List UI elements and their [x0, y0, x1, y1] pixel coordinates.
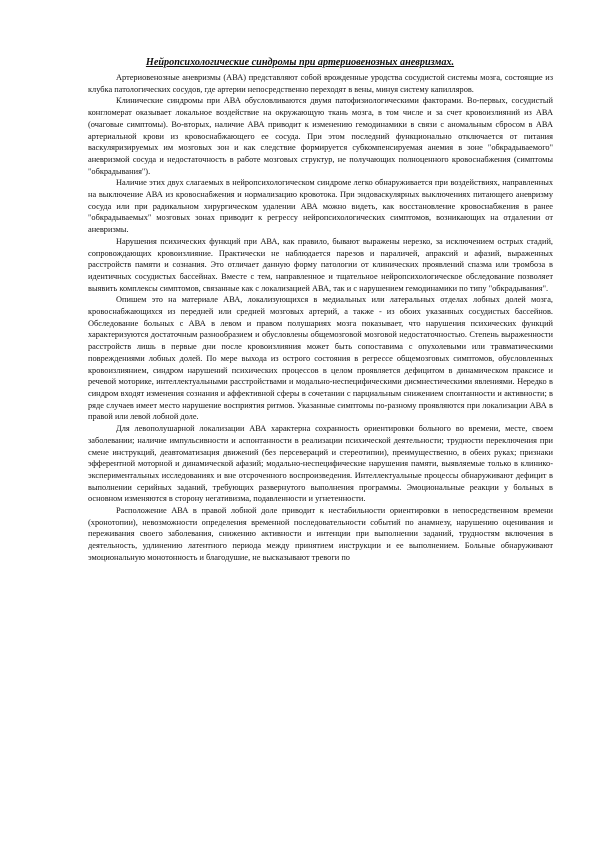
paragraph: Наличие этих двух слагаемых в нейропсихологическом синдроме легко обнаруживается при воздействиях, направленных на выключение АВА из кровоснабжения и нормализацию кровотока. При эндоваскулярных выключениях питающего аневризму сосуда или при радикальном хирургическом удалении АВА можно видеть, как восстановление кровоснабжения в ранее "обкрадываемых" мозговых зонах приводит к регрессу нейропсихологических симптомов, возникающих на отдалении от аневризмы.: [88, 178, 553, 235]
paragraph: Клинические синдромы при АВА обусловливаются двумя патофизиологическими факторами. Во-первых, сосудистый конгломерат оказывает локальное воздействие на окружающую ткань мозга, в том числе и за счет кровоизлияний из АВА (очаговые симптомы). Во-вторых, наличие АВА приводит к изменению гемодинамики в связи с аномальным сбросом в АВА артериальной крови из кровоснабжающего ее сосуда. При этом последний функционально отключается от питания васкуляризируемых им мозговых зон и как следствие формируется субкомпенсируемая анемия в зоне "обкрадываемого" аневризмой сосуда и недостаточность в работе мозговых структур, не получающих полноценного кровоснабжения (симптомы "обкрадывания").: [88, 96, 553, 176]
paragraph: Расположение АВА в правой лобной доле приводит к нестабильности ориентировки в непосредственном времени (хронотопии), невозможности определения временной последовательности событий по анамнезу, нарушению оценивания и переживания своего заболевания, снижению активности и интенции при выполнении заданий, трудностям включения в деятельность, удлинению латентного периода между принятием инструкции и ее выполнением. Больные обнаруживают эмоциональную монотонность и благодушие, не высказывают тревоги по: [88, 506, 553, 562]
paragraph: Артериовенозные аневризмы (АВА) представляют собой врожденные уродства сосудистой системы мозга, состоящие из клубка патологических сосудов, где артерии непосредственно переходят в вены, минуя систему капилляров.: [88, 73, 553, 94]
document-title: Нейропсихологические синдромы при артериовенозных аневризмах.: [145, 57, 455, 68]
paragraph: Для левополушарной локализации АВА характерна сохранность ориентировки больного во времени, месте, своем заболевании; наличие импульсивности и аспонтанности в реализации психической деятельности; трудности переключения при смене инструкций, деавтоматизация движений (без персевераций и стереотипии), преимущественно, в обеих руках; признаки эфферентной моторной и динамической афазий; модально-неспецифические нарушения памяти, выявляемые только в клинико-экспериментальных исследованиях и вне отсроченного воспроизведения. Интеллектуальные процессы обнаруживают дефицит в выполнении серийных заданий, требующих развернутого выполнения программы. Эмоциональные реакции у больных в основном изменяются в сторону негативизма, подавленности и угнетенности.: [88, 424, 553, 504]
paragraph: Нарушения психических функций при АВА, как правило, бывают выражены нерезко, за исключением острых стадий, сопровождающих кровоизлияние. Практически не наблюдается парезов и параличей, апраксий и афазий, выраженных расстройств памяти и сознания. Это отличает данную форму патологии от клинических проявлений спазма или тромбоза в идентичных сосудистых бассейнах. Вместе с тем, направленное и тщательное нейропсихологическое обследование позволяет выявить комплексы симптомов, связанные как с локализацией АВА, так и с нарушением гемодинамики по типу "обкрадывания".: [88, 236, 553, 293]
document-body: [88, 72, 553, 564]
paragraph: Опишем это на материале АВА, локализующихся в медиальных или латеральных отделах лобных долей мозга, кровоснабжающихся из передней или средней мозговых артерий, а также - из обоих указанных сосудистых бассейнов. Обследование больных с АВА в левом и правом полушариях мозга показывает, что нарушения психических функций характеризуются достаточным разнообразием и обусловлены общемозговой мозговой недостаточностью. Степень выраженности расстройств лишь в первые дни после кровоизлияния может быть сопоставима с опухолевыми или травматическими повреждениями лобных долей. По мере выхода из острого состояния в регрессе общемозговых симптомов, обусловленных кровоизлиянием, синдром нарушений психических процессов в целом проявляется дефицитом в динамическом праксисе и речевой моторике, интеллектуальными расстройствами и модально-неспецифическими дисмнестическими явлениями. Нередко в синдром входят изменения сознания и аффективной сферы в сочетании с парциальным снижением спонтанности и активности; в ряде случаев имеет место нарушение восприятия ритмов. Указанные симптомы по-разному проявляются при локализации АВА в правой или левой лобной доле.: [88, 295, 553, 422]
